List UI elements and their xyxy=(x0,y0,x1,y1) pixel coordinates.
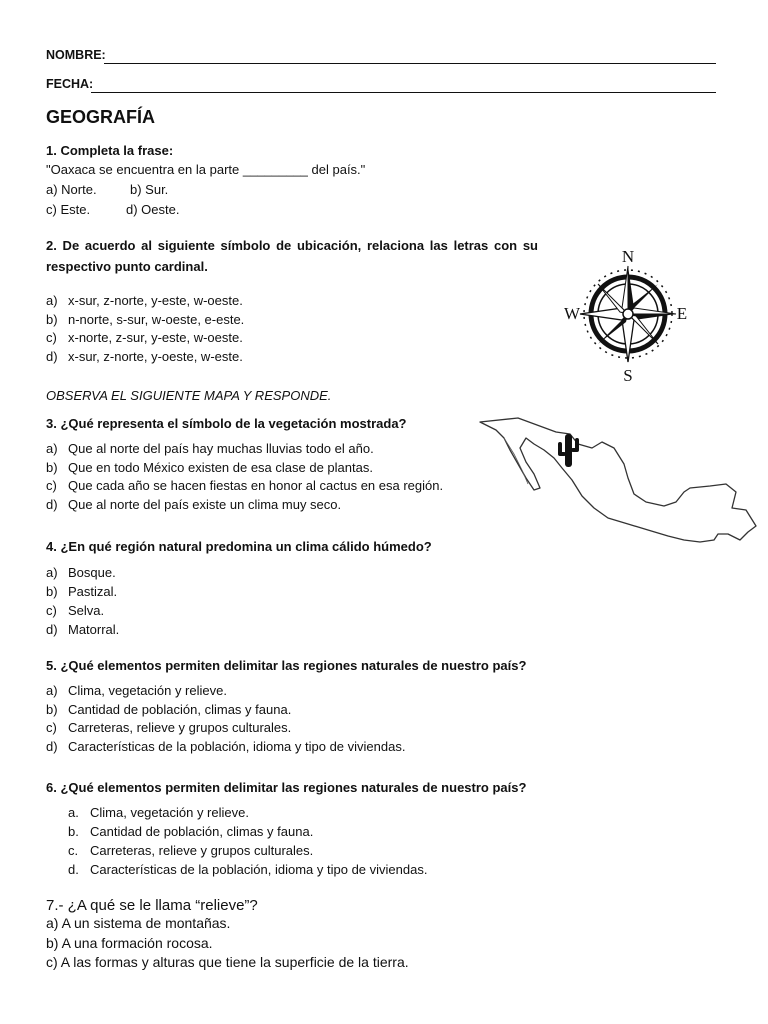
compass-rose-icon xyxy=(558,244,698,384)
list-item[interactable]: a) Clima, vegetación y relieve. xyxy=(46,683,227,698)
list-item[interactable]: a) Que al norte del país hay muchas lluvias todo el año. xyxy=(46,441,374,456)
list-item[interactable]: b) A una formación rocosa. xyxy=(46,934,213,951)
nombre-label: NOMBRE: xyxy=(46,48,106,62)
list-item[interactable]: d) Características de la población, idioma y tipo de viviendas. xyxy=(46,738,406,754)
question-1-options-row1 xyxy=(46,181,526,200)
question-3-title: 3. ¿Qué representa el símbolo de la vegetación mostrada? xyxy=(46,416,407,431)
option-b[interactable]: b) Sur. xyxy=(130,181,169,197)
fecha-underline xyxy=(91,92,716,93)
option-c[interactable]: c) Este. xyxy=(46,202,91,217)
question-4 xyxy=(46,537,516,639)
compass-s-label: S xyxy=(623,366,633,384)
fecha-label: FECHA: xyxy=(46,77,94,91)
nombre-field[interactable] xyxy=(46,48,716,66)
mexico-map-icon xyxy=(478,414,760,544)
compass-w-label: W xyxy=(563,304,581,323)
list-item[interactable]: b) Que en todo México existen de esa clase de plantas. xyxy=(46,459,373,475)
question-1-options-row2 xyxy=(46,201,526,220)
list-item[interactable]: d) Que al norte del país existe un clima muy seco. xyxy=(46,496,342,512)
list-item[interactable]: a) Bosque. xyxy=(46,565,116,580)
question-1-sentence: "Oaxaca se encuentra en la parte _________ del país." xyxy=(46,162,366,177)
instruction-text: OBSERVA EL SIGUIENTE MAPA Y RESPONDE. xyxy=(46,388,332,403)
question-1-title: 1. Completa la frase: xyxy=(46,143,174,158)
list-item[interactable]: c) Selva. xyxy=(46,603,105,618)
list-item[interactable]: c) A las formas y alturas que tiene la superficie de la tierra. xyxy=(46,954,409,970)
question-4-title: 4. ¿En qué región natural predomina un clima cálido húmedo? xyxy=(46,539,432,554)
list-item[interactable]: c. Carreteras, relieve y grupos culturales. xyxy=(68,843,314,858)
compass-e-label: E xyxy=(676,304,688,323)
question-2 xyxy=(46,235,538,366)
question-7-title: 7.- ¿A qué se le llama “relieve”? xyxy=(46,897,258,914)
list-item[interactable]: b) Pastizal. xyxy=(46,584,118,599)
list-item[interactable]: c) Carreteras, relieve y grupos culturales. xyxy=(46,720,292,735)
list-item[interactable]: a. Clima, vegetación y relieve. xyxy=(68,805,249,820)
page-title: GEOGRAFÍA xyxy=(46,107,156,127)
question-6-title: 6. ¿Qué elementos permiten delimitar las regiones naturales de nuestro país? xyxy=(46,780,527,795)
list-item[interactable]: a) x-sur, z-norte, y-este, w-oeste. xyxy=(46,293,243,308)
list-item[interactable]: b) Cantidad de población, climas y fauna. xyxy=(46,701,292,717)
question-5 xyxy=(46,656,606,756)
list-item[interactable]: b) n-norte, s-sur, w-oeste, e-este. xyxy=(46,311,245,327)
list-item[interactable]: c) Que cada año se hacen fiestas en honor al cactus en esa región. xyxy=(46,478,444,493)
list-item[interactable]: c) x-norte, z-sur, y-este, w-oeste. xyxy=(46,330,243,345)
option-a[interactable]: a) Norte. xyxy=(46,181,97,197)
list-item[interactable]: d. Características de la población, idioma y tipo de viviendas. xyxy=(68,862,428,877)
question-3 xyxy=(46,414,516,514)
nombre-underline xyxy=(104,63,716,64)
list-item[interactable]: b. Cantidad de población, climas y fauna. xyxy=(68,824,314,839)
option-d[interactable]: d) Oeste. xyxy=(126,202,180,217)
question-1 xyxy=(46,141,526,220)
list-item[interactable]: d) x-sur, z-norte, y-oeste, w-este. xyxy=(46,348,243,364)
question-5-title: 5. ¿Qué elementos permiten delimitar las regiones naturales de nuestro país? xyxy=(46,658,527,673)
compass-n-label: N xyxy=(621,247,635,266)
question-2-title: 2. De acuerdo al siguiente símbolo de ubicación, relaciona las letras con su respectivo punto cardinal. xyxy=(46,238,538,274)
question-6 xyxy=(46,778,606,879)
fecha-field[interactable] xyxy=(46,77,716,95)
list-item[interactable]: a) A un sistema de montañas. xyxy=(46,915,231,931)
list-item[interactable]: d) Matorral. xyxy=(46,622,120,637)
question-7 xyxy=(46,897,606,973)
